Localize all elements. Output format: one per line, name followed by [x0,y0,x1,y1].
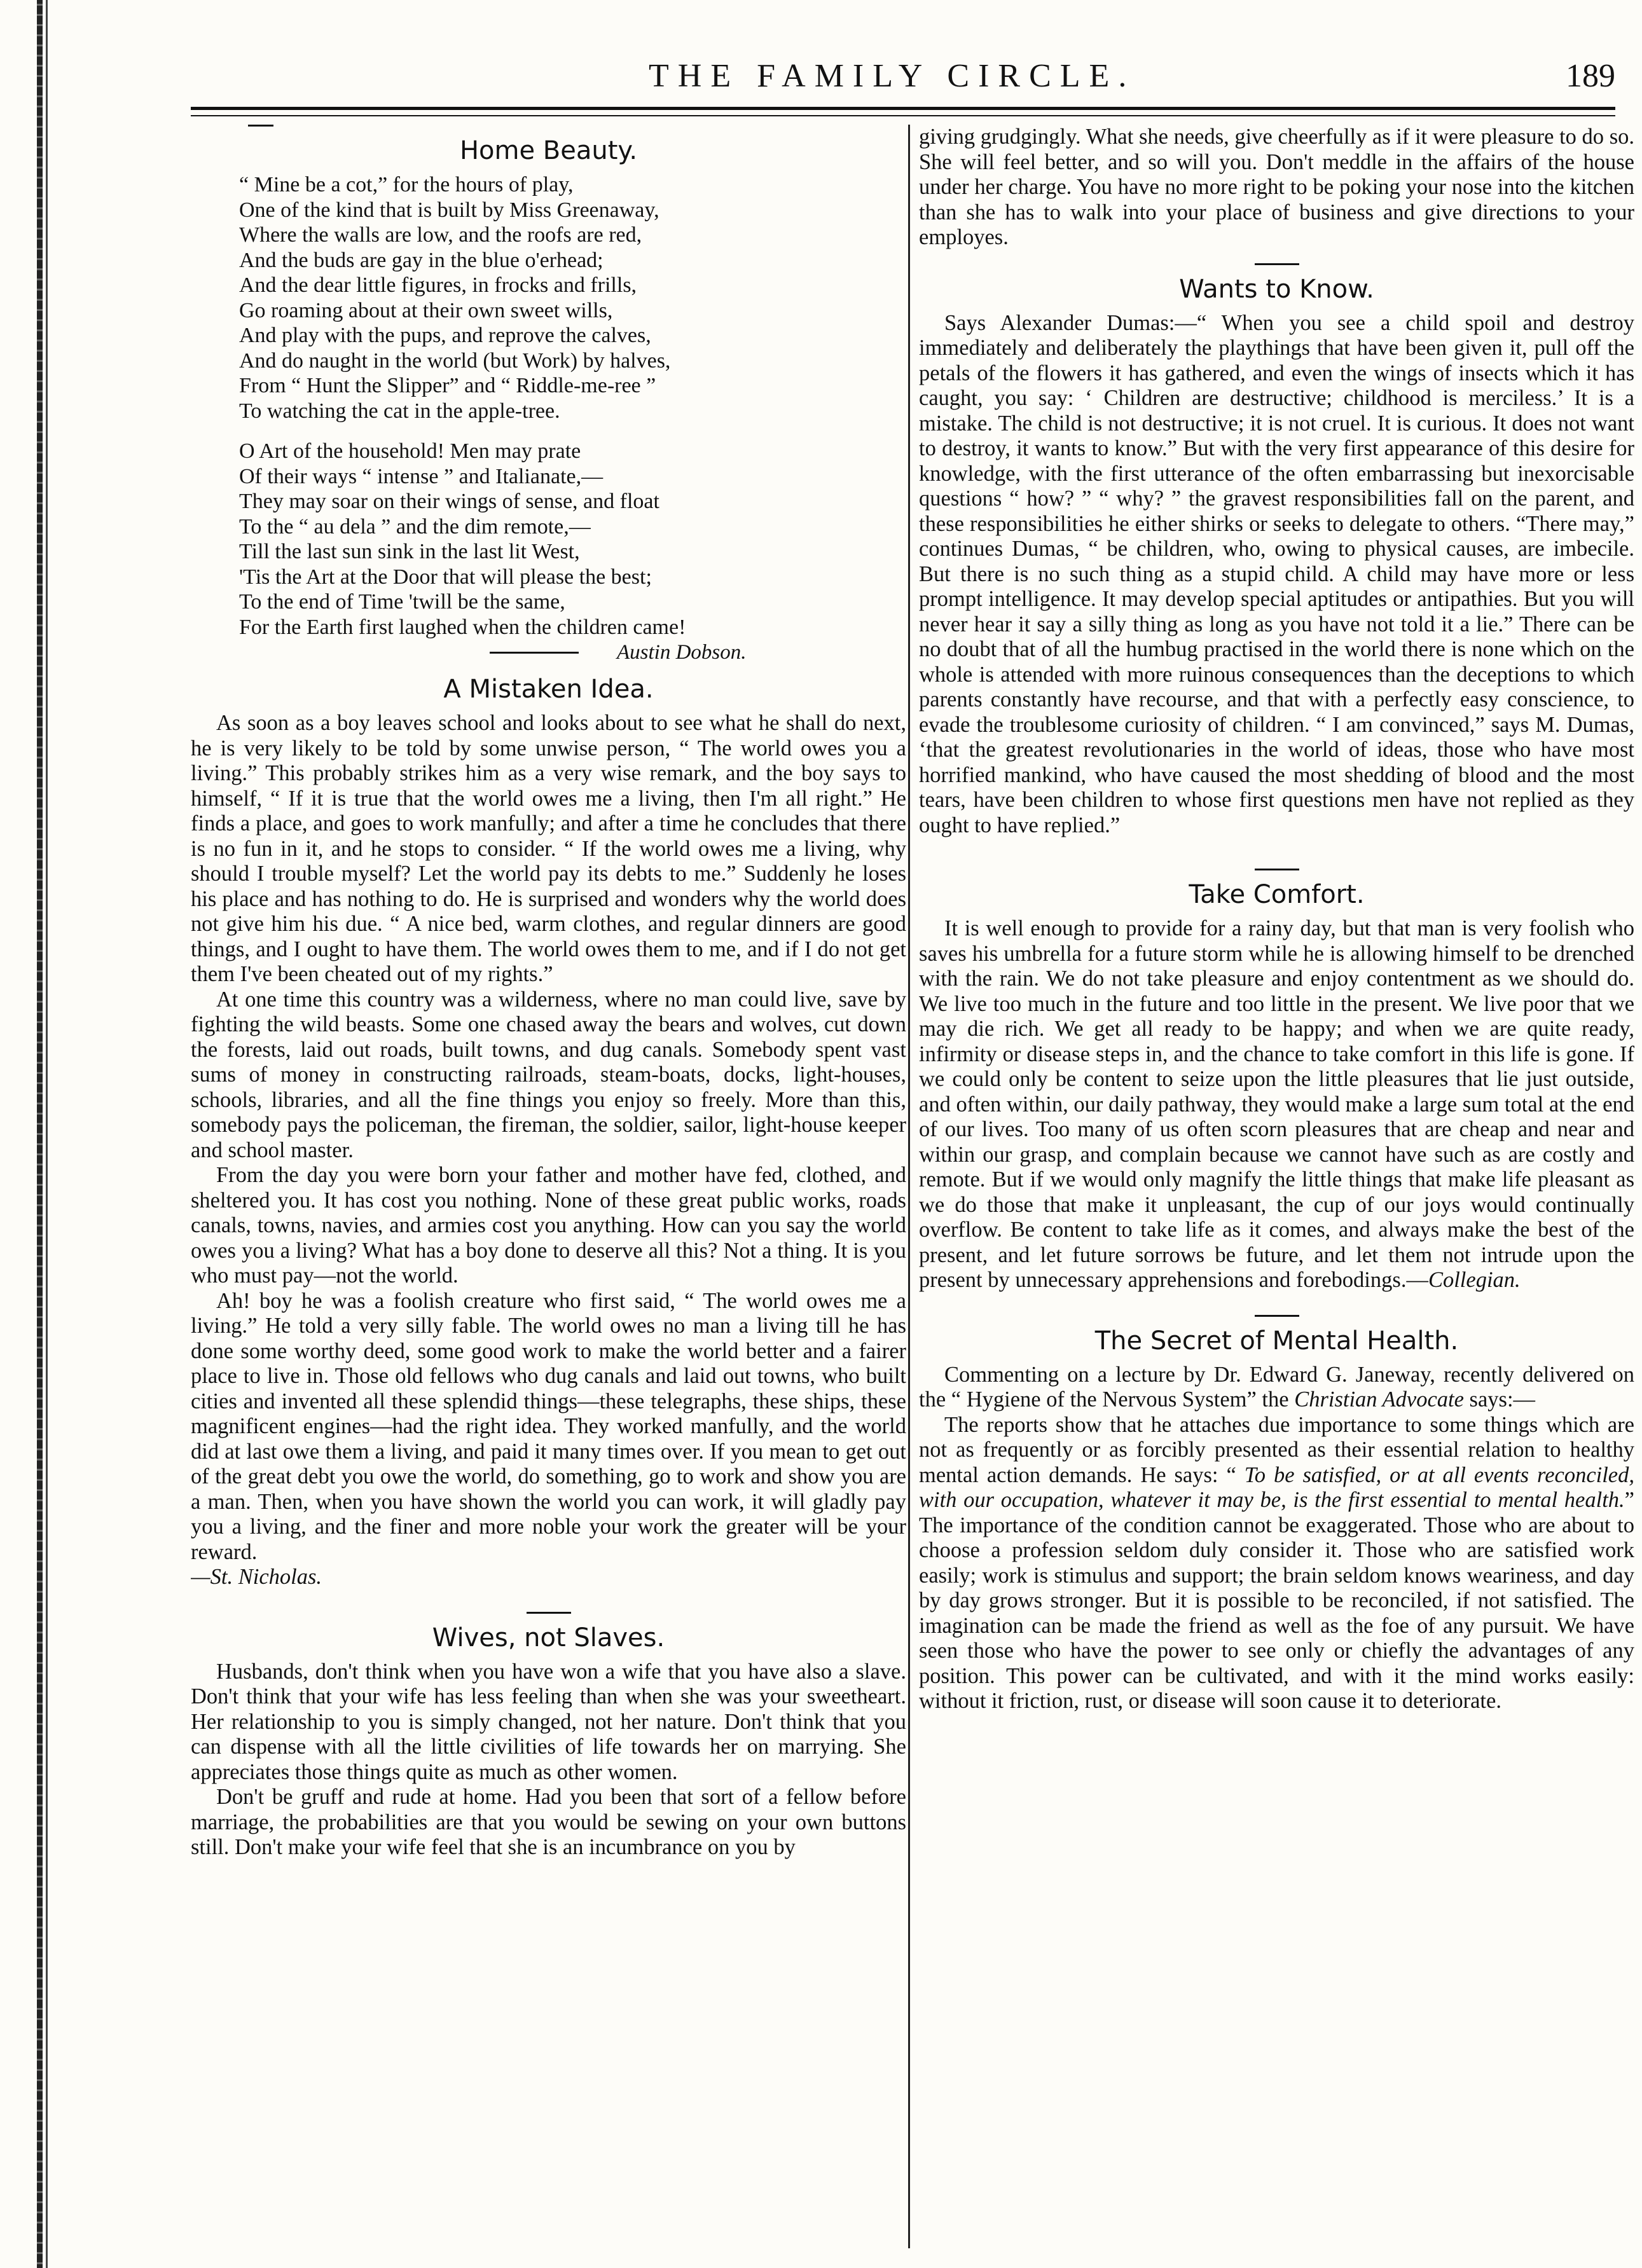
mistaken-idea-paragraph: Ah! boy he was a foolish creature who first said, “ The world owes me a living.” He told a very silly fable. The world owes no man a living till he has done some worthy deed, some good work to make the world better and a fairer place to live in. Those old fellows who dug canals and laid out towns, who built cities and invented all these splendid things—these telegraphs, these ships, these magnificent engines—had the right idea. They worked manfully, and the world did at last owe them a living, and paid it many times over. If you mean to get out of the great debt you owe the world, do something, go to work and show you are a man. Then, when you have shown the world you can work, it will gladly pay you a living, and the finer and more noble your work the greater will be your reward. [191,1288,906,1564]
home-beauty-title: Home Beauty. [459,136,638,165]
mental-health-title: The Secret of Mental Health. [1094,1326,1459,1356]
wives-continued: giving grudgingly. What she needs, give cheerfully as if it were pleasure to do so. She will feel better, and so will you. Don't meddle in the affairs of the house under her charge. You have no more right to be poking your nose into the kitchen than she has to walk into your place of business and give directions to your employes. [919,125,1634,249]
mistaken-idea-title: A Mistaken Idea. [443,675,654,704]
running-header [191,45,1615,108]
mistaken-idea-paragraph: As soon as a boy leaves school and looks about to see what he shall do next, he is very likely to be told by some unwise person, “ The world owes you a living.” This probably strikes him as a very wise remark, and the boy says to himself, “ If it is true that the world owes me a living, then I'm all right.” He finds a place, and goes to work manfully; and after a time he concludes that there is no fun in it, and he stops to consider. “ If the world owes me a living, why should I trouble myself? Let the world pay its debts to me.” Suddenly he loses his place and has nothing to do. He is surprised and wonders why the world does not give him his due. “ A nice bed, warm clothes, and regular dinners are good things, and I ought to have them. The world owes them to me, and if I do not get them I've been cheated out of my rights.” [191,711,906,986]
take-comfort-source: Collegian. [1428,1268,1521,1292]
wives-paragraph: Don't be gruff and rude at home. Had you been that sort of a fellow before marriage, the probabilities are that you would be sewing on your own buttons still. Don't make your wife feel that she is an incumbrance on you by [191,1785,906,1859]
mistaken-idea-paragraph: At one time this country was a wilderness, where no man could live, save by fighting the wild beasts. Some one chased away the bears and wolves, cut down the forests, laid out roads, built towns, and dug canals. Somebody spent vast sums of money in constructing railroads, steam-boats, docks, light-houses, schools, libraries, and all the fine things you enjoy so freely. More than this, somebody pays the policeman, the fireman, the soldier, sailor, light-house keeper and school master. [191,987,906,1162]
right-column [919,125,1634,2248]
intro-text-end: says:— [1463,1387,1536,1412]
header-rule-thick [191,107,1615,110]
wives-paragraph: Husbands, don't think when you have won a wife that you have also a slave. Don't think that your wife has less feeling than when she was your sweetheart. Her relationship to you is simply changed, not her nature. Don't think that you can dispense with all the little civilities of life towards her on marrying. She appreciates those things quite as much as other women. [191,1659,906,1784]
page-number: 189 [1566,58,1615,94]
section-dash [1255,1315,1299,1317]
left-column [191,125,906,2248]
wives-title: Wives, not Slaves. [432,1623,665,1653]
journal-title: THE FAMILY CIRCLE. [649,58,1136,94]
take-comfort-title: Take Comfort. [1189,880,1365,909]
mental-health-intro [919,1363,1634,1413]
paragraph-text-end: ” The importance of the condition cannot be exaggerated. Those who are about to choose a profession seldom duly consider it. Those who are satisfied work easily; work is stimulus and support; the brain seldom knows weariness, and day by day grows stronger. But it is possible to be reconciled, if not satisfied. The imagination can be made the friend as well as the foe of any pursuit. We have seen those who have the power to see only or chiefly the advantages of any position. This power can be cultivated, and with it the mind works easily: without it friction, rust, or disease will soon cause it to deteriorate. [919,1488,1634,1713]
poem-attribution-row [191,640,906,665]
column-divider [908,125,910,2248]
separator-rule [490,652,579,654]
paragraph-text: The reports show that he attaches due importance to some things which are not as frequently or as forcibly presented as their essential relation to healthy mental action demands. He says: “ [919,1412,1634,1487]
binding-stitching [37,0,43,2268]
take-comfort-paragraph [919,916,1634,1293]
poem-stanza-1: “ Mine be a cot,” for the hours of play, One of the kind that is built by Miss Greenaway, Where the walls are low, and the roofs are red, And the buds are gay in the blue o'erhead; And the dear little figures, in frocks and frills, Go roaming about at their own sweet wills, And play with the pups, and reprove the calves, And do naught in the world (but Work) by halves, From “ Hunt the Slipper” and “ Riddle-me-ree ” To watching the cat in the apple-tree. [239,173,671,423]
intro-publication: Christian Advocate [1294,1387,1464,1412]
poem-stanza-2: O Art of the household! Men may prate Of their ways “ intense ” and Italianate,— They may soar on their wings of sense, and float To the “ au dela ” and the dim remote,— Till the last sun sink in the last lit West, 'Tis the Art at the Door that will please the best; To the end of Time 'twill be the same, For the Earth first laughed when the children came! [239,439,686,639]
poem-author: Austin Dobson. [617,641,747,664]
binding-line [46,0,48,2268]
mental-health-paragraph [919,1413,1634,1714]
mistaken-idea-source: —St. Nicholas. [191,1565,322,1589]
wants-to-know-title: Wants to Know. [1179,274,1374,304]
section-dash [527,1612,571,1614]
section-dash [1255,869,1299,870]
section-dash [1255,263,1299,265]
top-dash [248,125,273,127]
page-binding-edge [0,0,76,2268]
take-comfort-text: It is well enough to provide for a rainy day, but that man is very foolish who saves his umbrella for a future storm while he is allowing himself to be drenched with the rain. We do not take pleasure and enjoy contentment as we should do. We live too much in the future and too little in the present. We live poor that we may die rich. We get all ready to be happy; and when we are quite ready, infirmity or disease steps in, and the chance to take comfort in this life is gone. If we could only be content to seize upon the little pleasures that lie just outside, and often within, our daily pathway, they would make a large sum total at the end of our lives. Too many of us often scorn pleasures that are cheap and near and within our grasp, and complain because we cannot have such as are costly and remote. But if we would only magnify the little things that make life pleasant as we do those that make it unpleasant, the cup of our joys would continually overflow. Be content to take life as it comes, and always make the best of the present, and let future sorrows be future, and let them not intrude upon the present by unnecessary apprehensions and forebodings.— [919,916,1634,1292]
wants-to-know-paragraph: Says Alexander Dumas:—“ When you see a child spoil and destroy immediately and deliberately the playthings that have been given it, pull off the petals of the flowers it has gathered, and even the wings of insects which it has caught, you say: ‘ Children are destructive; childhood is merciless.’ It is a mistake. The child is not destructive; it is not cruel. It is curious. It does not want to destroy, it wants to know.” But with the very first appearance of this desire for knowledge, with the first utterance of the often embarrassing but inexorcisable questions “ how? ” “ why? ” the gravest responsibilities fall on the parent, and these responsibilities he either shirks or seeks to delegate to others. “There may,” continues Dumas, “ be children, who, owing to physical causes, are imbecile. But there is no such thing as a stupid child. A child may have more or less prompt intelligence. It may develop special aptitudes or antipathies. But you will never hear it say a silly thing as long as you have not told it a lie.” There can be no doubt that of all the humbug practised in the world there is none which on the whole is attended with more ruinous consequences than the deceptions to which parents constantly have recourse, and that with a perfectly easy conscience, to evade the troublesome curiosity of children. “ I am convinced,” says M. Dumas, ‘that the greatest revolutionaries in the world of ideas, those who have most horrified mankind, who have caused the most shedding of blood and the most tears, have been children to whose first questions men have not replied as they ought to have replied.” [919,310,1634,837]
mistaken-idea-paragraph: From the day you were born your father and mother have fed, clothed, and sheltered you. It has cost you nothing. None of these great public works, roads canals, towns, navies, and armies cost you anything. How can you say the world owes you a living? What has a boy done to deserve all this? Not a thing. It is you who must pay—not the world. [191,1163,906,1288]
intro-text: Commenting on a lecture by Dr. Edward G. Janeway, recently delivered on the “ Hygiene of the Nervous System” the [919,1362,1634,1412]
header-rule-thin [191,115,1615,116]
quoted-passage: To be satisfied, or at all events reconciled, with our occupation, whatever it may be, is the first essential to mental health. [919,1462,1634,1512]
